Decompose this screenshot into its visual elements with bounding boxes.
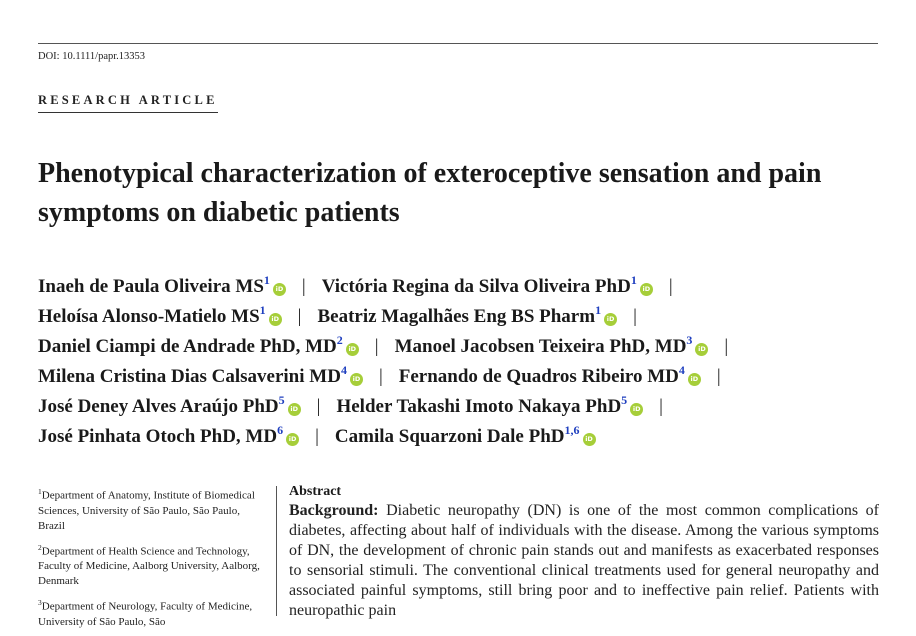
author-separator: | [633, 306, 637, 328]
author-name: Helder Takashi Imoto Nakaya PhD [336, 396, 622, 418]
orcid-icon[interactable]: iD [273, 283, 286, 296]
orcid-icon[interactable]: iD [288, 403, 301, 416]
author [336, 393, 643, 418]
author-separator: | [374, 336, 379, 358]
orcid-icon[interactable]: iD [583, 433, 596, 446]
affiliation-text: Department of Anatomy, Institute of Biomedical Sciences, University of São Paulo, São Paulo, Brazil [38, 489, 255, 532]
affiliation-ref[interactable]: 1 [259, 303, 266, 317]
author [38, 393, 301, 418]
author-separator: | [659, 396, 663, 418]
affiliation [38, 595, 266, 630]
author-name: José Deney Alves Araújo PhD [38, 396, 279, 418]
author-line [38, 416, 898, 446]
author [38, 273, 286, 298]
affiliation-ref[interactable]: 5 [278, 393, 285, 407]
affiliation-ref[interactable]: 3 [686, 333, 693, 347]
author-name: Inaeh de Paula Oliveira MS [38, 276, 264, 298]
orcid-icon[interactable]: iD [604, 313, 617, 326]
orcid-icon[interactable]: iD [269, 313, 282, 326]
orcid-icon[interactable]: iD [640, 283, 653, 296]
author-name: Manoel Jacobsen Teixeira PhD, MD [394, 336, 687, 358]
author-name: Daniel Ciampi de Andrade PhD, MD [38, 336, 337, 358]
author-line [38, 266, 898, 296]
orcid-icon[interactable]: iD [688, 373, 701, 386]
author-separator: | [716, 366, 721, 388]
orcid-icon[interactable]: iD [630, 403, 643, 416]
affiliation [38, 540, 266, 590]
author-name: Fernando de Quadros Ribeiro MD [398, 366, 679, 388]
author [321, 273, 653, 298]
author [394, 333, 709, 358]
author-line [38, 356, 898, 386]
abstract [289, 483, 879, 621]
affiliation-ref[interactable]: 4 [678, 363, 685, 377]
background-text: Diabetic neuropathy (DN) is one of the most common complications of diabetes, affecting about half of individuals with the disease. Among the various symptoms of DN, the development of chronic pain stands out and manifests as exacerbated responses to sensorial stimuli. The conventional clinical treatments used for general neuropathy and associated painful symptoms, still bring poor and to ineffective pain relief. Patients with neuropathic pain [289, 502, 879, 619]
affiliation-ref[interactable]: 1,6 [564, 423, 580, 437]
author-list [38, 266, 898, 446]
author-name: Beatriz Magalhães Eng BS Pharm [317, 306, 596, 328]
author-separator: | [315, 426, 319, 448]
author-line [38, 326, 898, 356]
affiliation-text: Department of Health Science and Technology, Faculty of Medicine, Aalborg University, Aalborg, Denmark [38, 545, 260, 588]
author-name: Heloísa Alonso-Matielo MS [38, 306, 260, 328]
background-label: Background: [289, 502, 379, 519]
author-name: Victória Regina da Silva Oliveira PhD [321, 276, 631, 298]
author-separator: | [724, 336, 729, 358]
author [38, 303, 282, 328]
affiliation-ref[interactable]: 1 [595, 303, 602, 317]
affiliation-text: Department of Neurology, Faculty of Medicine, University of São Paulo, São [38, 600, 253, 628]
affiliation-ref[interactable]: 4 [340, 363, 347, 377]
author [334, 423, 596, 448]
author-name: Milena Cristina Dias Calsaverini MD [38, 366, 341, 388]
author-line [38, 386, 898, 416]
orcid-icon[interactable]: iD [350, 373, 363, 386]
orcid-icon[interactable]: iD [286, 433, 299, 446]
affiliation-number: 1 [38, 487, 42, 496]
top-rule [38, 43, 878, 44]
author-separator: | [378, 366, 383, 388]
abstract-text [289, 501, 879, 621]
article-title: Phenotypical characterization of exteroceptive sensation and pain symptoms on diabetic patients [38, 158, 822, 228]
author-name: José Pinhata Otoch PhD, MD [38, 426, 278, 448]
author-separator: | [297, 306, 302, 328]
author-separator: | [316, 396, 321, 418]
affiliation [38, 484, 266, 534]
author-separator: | [301, 276, 306, 298]
author [317, 303, 617, 328]
abstract-divider [276, 486, 277, 616]
affiliation-ref[interactable]: 1 [630, 273, 637, 287]
author [398, 363, 701, 388]
orcid-icon[interactable]: iD [346, 343, 359, 356]
affiliation-number: 3 [38, 598, 42, 608]
affiliation-number: 2 [38, 542, 42, 552]
abstract-heading: Abstract [289, 484, 342, 499]
author [38, 363, 363, 388]
affiliations [38, 484, 266, 636]
affiliation-ref[interactable]: 1 [263, 273, 270, 287]
doi[interactable]: DOI: 10.1111/papr.13353 [38, 51, 146, 62]
author [38, 333, 359, 358]
author-line [38, 296, 898, 326]
affiliation-ref[interactable]: 2 [336, 333, 343, 347]
section-label: RESEARCH ARTICLE [38, 93, 218, 113]
author-separator: | [668, 276, 673, 298]
affiliation-ref[interactable]: 5 [621, 393, 628, 407]
affiliation-ref[interactable]: 6 [277, 423, 284, 437]
author-name: Camila Squarzoni Dale PhD [334, 426, 565, 448]
orcid-icon[interactable]: iD [695, 343, 708, 356]
author [38, 423, 299, 448]
